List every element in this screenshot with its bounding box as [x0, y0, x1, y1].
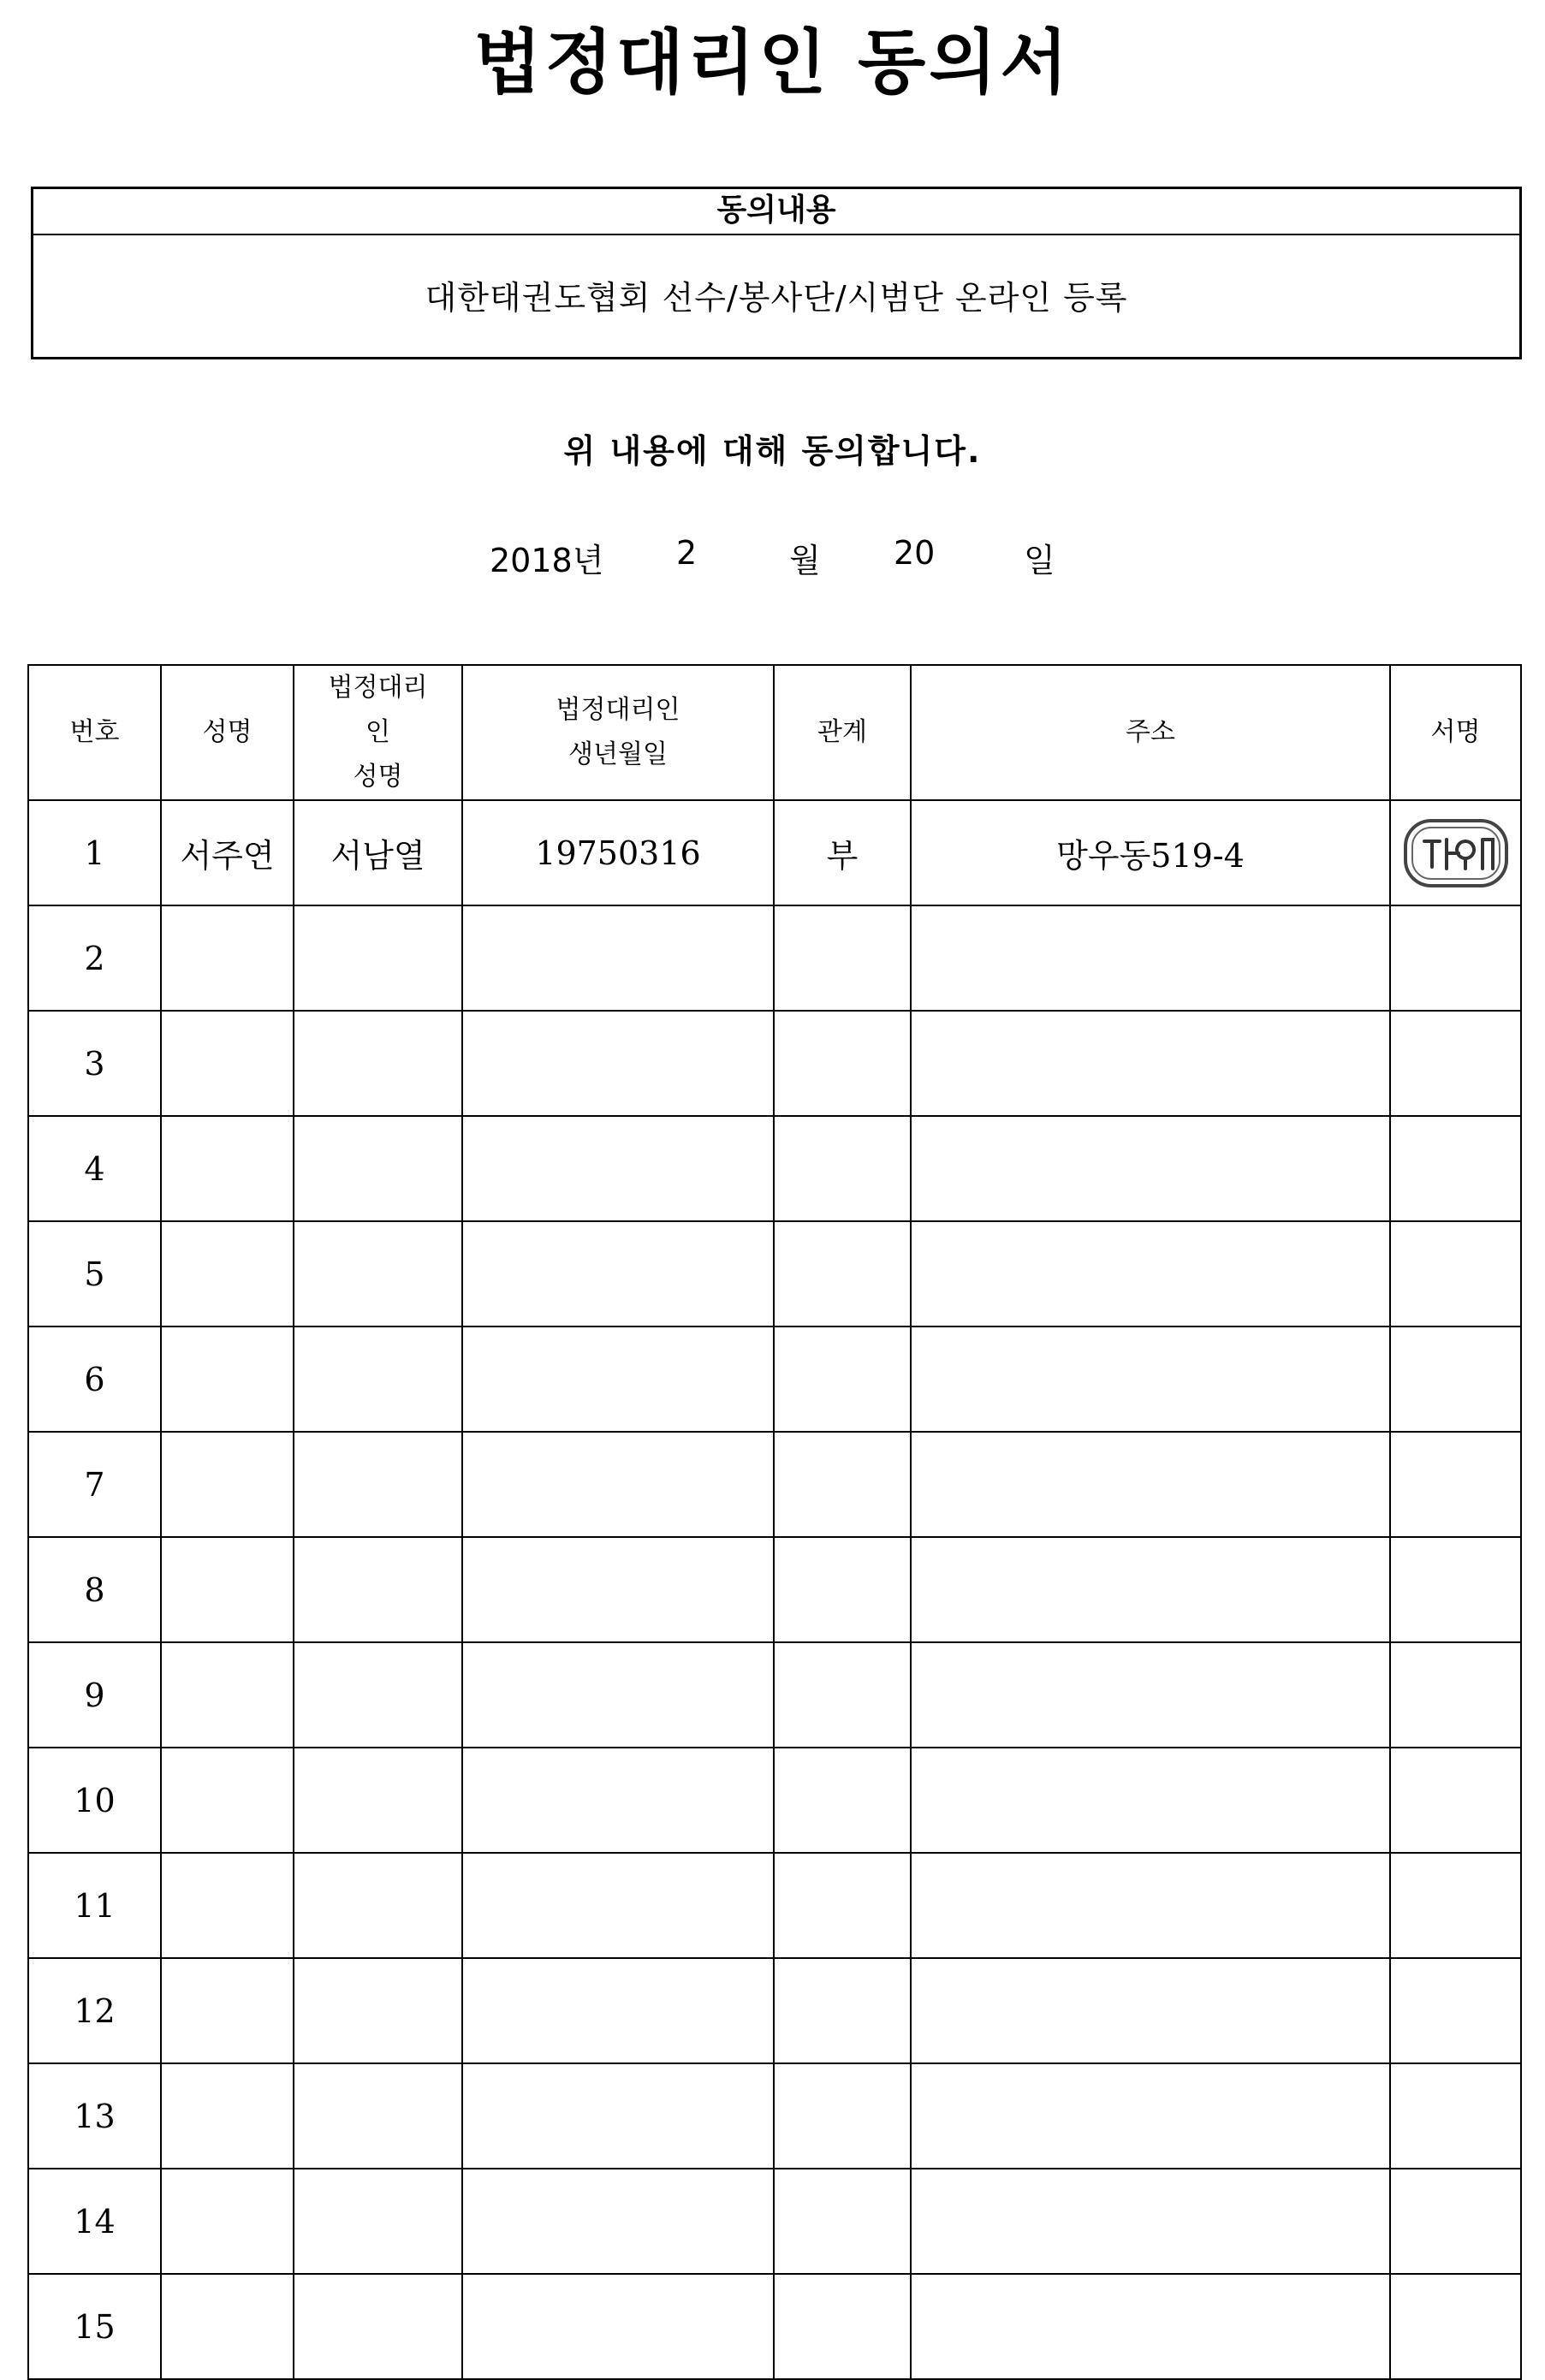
- signature-cell: [1390, 1116, 1521, 1221]
- row-number-cell: 10: [28, 1748, 161, 1853]
- guardian-name-cell: [294, 1958, 462, 2063]
- signature-cell: [1390, 1221, 1521, 1327]
- guardian-name-cell: [294, 2169, 462, 2274]
- table-row: [28, 1327, 1521, 1432]
- relation-cell: 부: [774, 800, 911, 905]
- header-guardian-name: [294, 665, 462, 800]
- row-number-cell: 15: [28, 2274, 161, 2379]
- signature-cell: [1390, 2274, 1521, 2379]
- header-guardian-name-line1: 법정대리: [328, 673, 428, 703]
- address-cell: [911, 1642, 1390, 1748]
- table-row: [28, 1011, 1521, 1116]
- relation-cell: [774, 1748, 911, 1853]
- table-row: [28, 905, 1521, 1011]
- name-cell: [161, 2063, 294, 2169]
- guardian-name-cell: [294, 1327, 462, 1432]
- row-number-cell: 7: [28, 1432, 161, 1537]
- guardian-name-cell: [294, 1221, 462, 1327]
- address-cell: [911, 905, 1390, 1011]
- row-number-cell: 5: [28, 1221, 161, 1327]
- guardian-name-cell: [294, 1537, 462, 1642]
- guardian-birth-cell: [462, 905, 774, 1011]
- address-cell: 망우동519-4: [911, 800, 1390, 905]
- signature-cell: [1390, 1011, 1521, 1116]
- address-cell: [911, 1958, 1390, 2063]
- date-month-label: 월: [789, 542, 821, 579]
- name-cell: [161, 1011, 294, 1116]
- relation-cell: [774, 1221, 911, 1327]
- table-row: [28, 1748, 1521, 1853]
- name-cell: [161, 905, 294, 1011]
- row-number-cell: 8: [28, 1537, 161, 1642]
- table-row: [28, 1537, 1521, 1642]
- signature-cell: [1390, 905, 1521, 1011]
- consent-content: 대한태권도협회 선수/봉사단/시범단 온라인 등록: [425, 279, 1128, 317]
- guardian-birth-cell: [462, 1853, 774, 1958]
- relation-cell: [774, 1642, 911, 1748]
- signature-cell: [1390, 2169, 1521, 2274]
- name-cell: [161, 1958, 294, 2063]
- name-cell: [161, 1327, 294, 1432]
- guardian-table: [27, 664, 1522, 2380]
- document-title: 법정대리인 동의서: [473, 22, 1072, 104]
- signature-cell: [1390, 1748, 1521, 1853]
- guardian-name-cell: [294, 1748, 462, 1853]
- header-guardian-name-line2: 인: [365, 717, 390, 747]
- relation-cell: [774, 1958, 911, 2063]
- name-cell: 서주연: [161, 800, 294, 905]
- guardian-birth-cell: [462, 1011, 774, 1116]
- header-guardian-birth-line1: 법정대리인: [556, 695, 680, 725]
- signature-cell: [1390, 1537, 1521, 1642]
- guardian-birth-cell: [462, 2169, 774, 2274]
- table-body: [28, 800, 1521, 2379]
- address-cell: [911, 1748, 1390, 1853]
- header-signature: 서명: [1390, 665, 1521, 800]
- guardian-birth-cell: [462, 1432, 774, 1537]
- guardian-birth-cell: 19750316: [462, 800, 774, 905]
- relation-cell: [774, 2169, 911, 2274]
- guardian-name-cell: [294, 1853, 462, 1958]
- guardian-birth-cell: [462, 1116, 774, 1221]
- row-number-cell: 3: [28, 1011, 161, 1116]
- table-row: [28, 1958, 1521, 2063]
- signature-cell: [1390, 1853, 1521, 1958]
- name-cell: [161, 1432, 294, 1537]
- relation-cell: [774, 1116, 911, 1221]
- table-row: [28, 1432, 1521, 1537]
- name-cell: [161, 1642, 294, 1748]
- name-cell: [161, 1853, 294, 1958]
- guardian-birth-cell: [462, 1958, 774, 2063]
- name-cell: [161, 1537, 294, 1642]
- date-day-value: 20: [894, 534, 936, 572]
- signature-cell: [1390, 800, 1521, 905]
- consent-header: 동의내용: [33, 189, 1519, 235]
- signature-cell: [1390, 1958, 1521, 2063]
- guardian-name-cell: [294, 2274, 462, 2379]
- header-address: 주소: [911, 665, 1390, 800]
- row-number-cell: 6: [28, 1327, 161, 1432]
- relation-cell: [774, 2063, 911, 2169]
- guardian-birth-cell: [462, 1537, 774, 1642]
- row-number-cell: 13: [28, 2063, 161, 2169]
- signature-cell: [1390, 2063, 1521, 2169]
- header-name: 성명: [161, 665, 294, 800]
- guardian-name-cell: [294, 1011, 462, 1116]
- relation-cell: [774, 1853, 911, 1958]
- address-cell: [911, 1853, 1390, 1958]
- table-row: [28, 1116, 1521, 1221]
- signature-cell: [1390, 1642, 1521, 1748]
- row-number-cell: 11: [28, 1853, 161, 1958]
- guardian-name-cell: [294, 1432, 462, 1537]
- table-row: [28, 1221, 1521, 1327]
- name-cell: [161, 1116, 294, 1221]
- date-day-label: 일: [1024, 542, 1055, 579]
- guardian-birth-cell: [462, 2063, 774, 2169]
- name-cell: [161, 2169, 294, 2274]
- relation-cell: [774, 1432, 911, 1537]
- header-guardian-birth: [462, 665, 774, 800]
- guardian-birth-cell: [462, 1221, 774, 1327]
- date-month-value: 2: [676, 534, 698, 572]
- address-cell: [911, 1537, 1390, 1642]
- guardian-name-cell: 서남열: [294, 800, 462, 905]
- row-number-cell: 12: [28, 1958, 161, 2063]
- header-number: 번호: [28, 665, 161, 800]
- address-cell: [911, 1221, 1390, 1327]
- table-row: [28, 800, 1521, 905]
- address-cell: [911, 1327, 1390, 1432]
- guardian-name-cell: [294, 1642, 462, 1748]
- row-number-cell: 1: [28, 800, 161, 905]
- guardian-birth-cell: [462, 1748, 774, 1853]
- row-number-cell: 14: [28, 2169, 161, 2274]
- address-cell: [911, 2063, 1390, 2169]
- address-cell: [911, 2274, 1390, 2379]
- header-guardian-birth-line2: 생년월일: [568, 739, 668, 769]
- relation-cell: [774, 1011, 911, 1116]
- table-header-row: [28, 665, 1521, 800]
- guardian-name-cell: [294, 905, 462, 1011]
- table-row: [28, 1853, 1521, 1958]
- header-relation: 관계: [774, 665, 911, 800]
- relation-cell: [774, 905, 911, 1011]
- name-cell: [161, 2274, 294, 2379]
- name-cell: [161, 1221, 294, 1327]
- agreement-statement: 위 내용에 대해 동의합니다.: [563, 432, 982, 470]
- relation-cell: [774, 2274, 911, 2379]
- table-row: [28, 2063, 1521, 2169]
- guardian-name-cell: [294, 1116, 462, 1221]
- row-number-cell: 2: [28, 905, 161, 1011]
- relation-cell: [774, 1537, 911, 1642]
- guardian-birth-cell: [462, 1327, 774, 1432]
- guardian-birth-cell: [462, 1642, 774, 1748]
- guardian-name-cell: [294, 2063, 462, 2169]
- consent-content-box: [31, 187, 1522, 359]
- table-row: [28, 2274, 1521, 2379]
- signature-seal-icon: [1400, 816, 1512, 891]
- name-cell: [161, 1748, 294, 1853]
- row-number-cell: 4: [28, 1116, 161, 1221]
- address-cell: [911, 1432, 1390, 1537]
- guardian-birth-cell: [462, 2274, 774, 2379]
- table-row: [28, 2169, 1521, 2274]
- relation-cell: [774, 1327, 911, 1432]
- address-cell: [911, 2169, 1390, 2274]
- table-row: [28, 1642, 1521, 1748]
- date-year: 2018년: [490, 542, 604, 579]
- header-guardian-name-line3: 성명: [353, 762, 403, 792]
- signature-cell: [1390, 1432, 1521, 1537]
- address-cell: [911, 1116, 1390, 1221]
- row-number-cell: 9: [28, 1642, 161, 1748]
- address-cell: [911, 1011, 1390, 1116]
- signature-cell: [1390, 1327, 1521, 1432]
